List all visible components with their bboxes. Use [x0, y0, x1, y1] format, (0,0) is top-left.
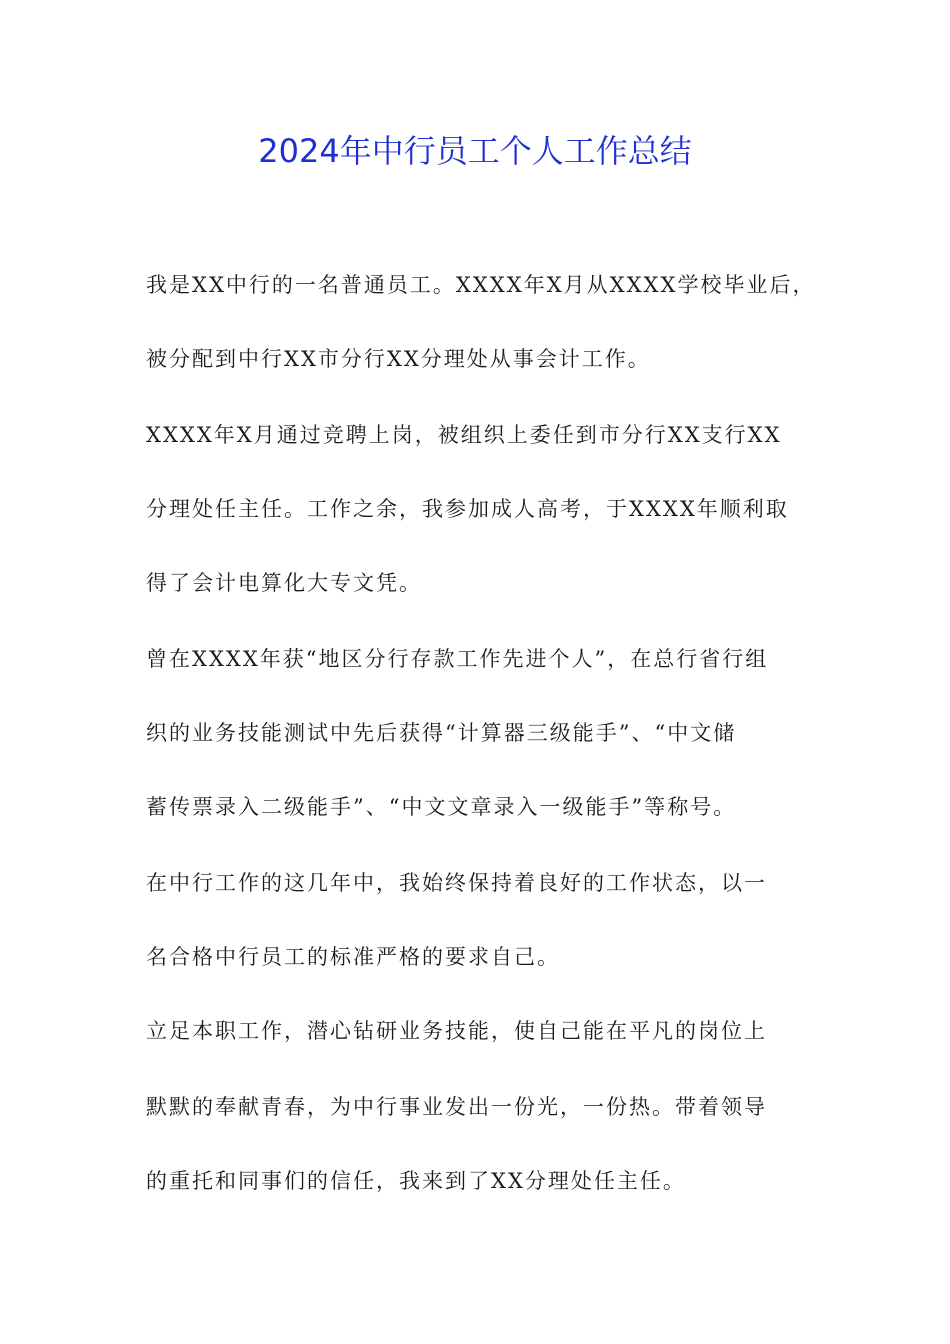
- body-line: 得了会计电算化大专文凭。: [146, 571, 422, 595]
- body-line: 我是XX中行的一名普通员工。XXXX年X月从XXXX学校毕业后，: [146, 273, 816, 297]
- body-line: 织的业务技能测试中先后获得“计算器三级能手”、“中文储: [146, 721, 737, 745]
- body-line: 被分配到中行XX市分行XX分理处从事会计工作。: [146, 347, 651, 371]
- body-line: 曾在XXXX年获“地区分行存款工作先进个人”，在总行省行组: [146, 647, 769, 671]
- body-line: 的重托和同事们的信任，我来到了XX分理处任主任。: [146, 1169, 686, 1193]
- body-line: 分理处任主任。工作之余，我参加成人高考，于XXXX年顺利取: [146, 497, 789, 521]
- body-line: XXXX年X月通过竞聘上岗，被组织上委任到市分行XX支行XX: [146, 423, 782, 447]
- body-line: 默默的奉献青春，为中行事业发出一份光，一份热。带着领导: [146, 1095, 767, 1119]
- document-title: 2024年中行员工个人工作总结: [258, 132, 692, 170]
- body-line: 名合格中行员工的标准严格的要求自己。: [146, 945, 560, 969]
- body-line: 蓄传票录入二级能手”、“中文文章录入一级能手”等称号。: [146, 795, 737, 819]
- body-line: 在中行工作的这几年中，我始终保持着良好的工作状态，以一: [146, 871, 767, 895]
- body-line: 立足本职工作，潜心钻研业务技能，使自己能在平凡的岗位上: [146, 1019, 767, 1043]
